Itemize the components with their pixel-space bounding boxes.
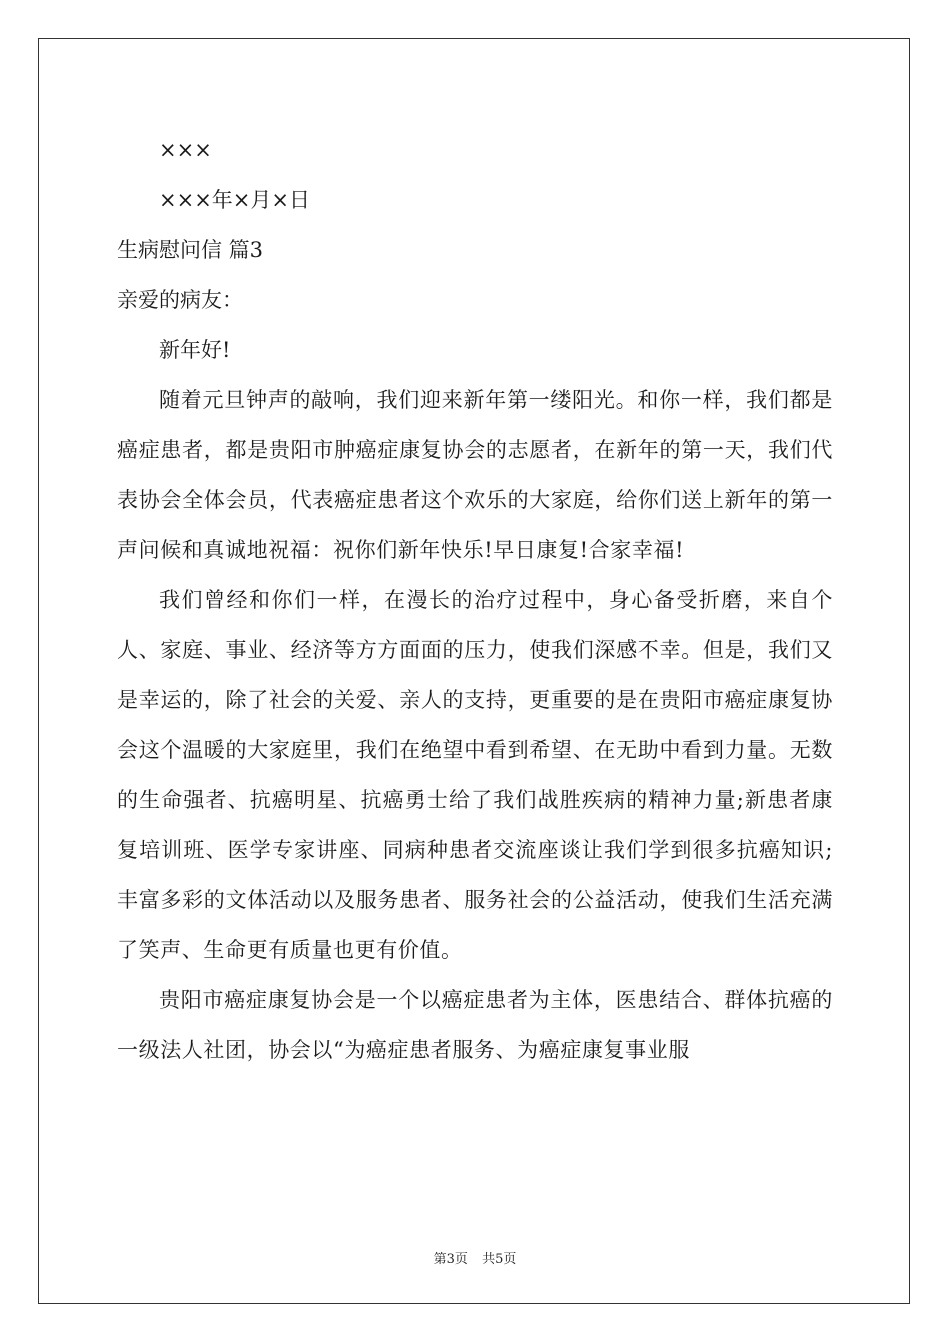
- signature-name: ×××: [159, 138, 212, 162]
- paragraph-1: 随着元旦钟声的敲响，我们迎来新年第一缕阳光。和你一样，我们都是癌症患者，都是贵阳市肿癌症康复协会的志愿者，在新年的第一天，我们代表协会全体会员，代表癌症患者这个欢乐的大家庭，给你们送上新年的第一声问候和真诚地祝福：祝你们新年快乐!早日康复!合家幸福!: [117, 388, 833, 562]
- salutation: 亲爱的病友：: [117, 288, 243, 312]
- signature-date: ×××年×月×日: [159, 188, 310, 212]
- greeting: 新年好!: [159, 338, 231, 362]
- footer-total-pages: 共5页: [482, 1252, 517, 1267]
- paragraph-3: 贵阳市癌症康复协会是一个以癌症患者为主体，医患结合、群体抗癌的一级法人社团，协会以“为癌症患者服务、为癌症康复事业服: [117, 988, 833, 1062]
- page-footer: [0, 1248, 950, 1267]
- paragraph-2: 我们曾经和你们一样，在漫长的治疗过程中，身心备受折磨，来自个人、家庭、事业、经济等方方面面的压力，使我们深感不幸。但是，我们又是幸运的，除了社会的关爱、亲人的支持，更重要的是在贵阳市癌症康复协会这个温暖的大家庭里，我们在绝望中看到希望、在无助中看到力量。无数的生命强者、抗癌明星、抗癌勇士给了我们战胜疾病的精神力量;新患者康复培训班、医学专家讲座、同病种患者交流座谈让我们学到很多抗癌知识;丰富多彩的文体活动以及服务患者、服务社会的公益活动，使我们生活充满了笑声、生命更有质量也更有价值。: [117, 588, 833, 962]
- footer-current-page: 第3页: [433, 1252, 468, 1267]
- section-title: 生病慰问信 篇3: [117, 238, 264, 262]
- document-body: [117, 125, 833, 1075]
